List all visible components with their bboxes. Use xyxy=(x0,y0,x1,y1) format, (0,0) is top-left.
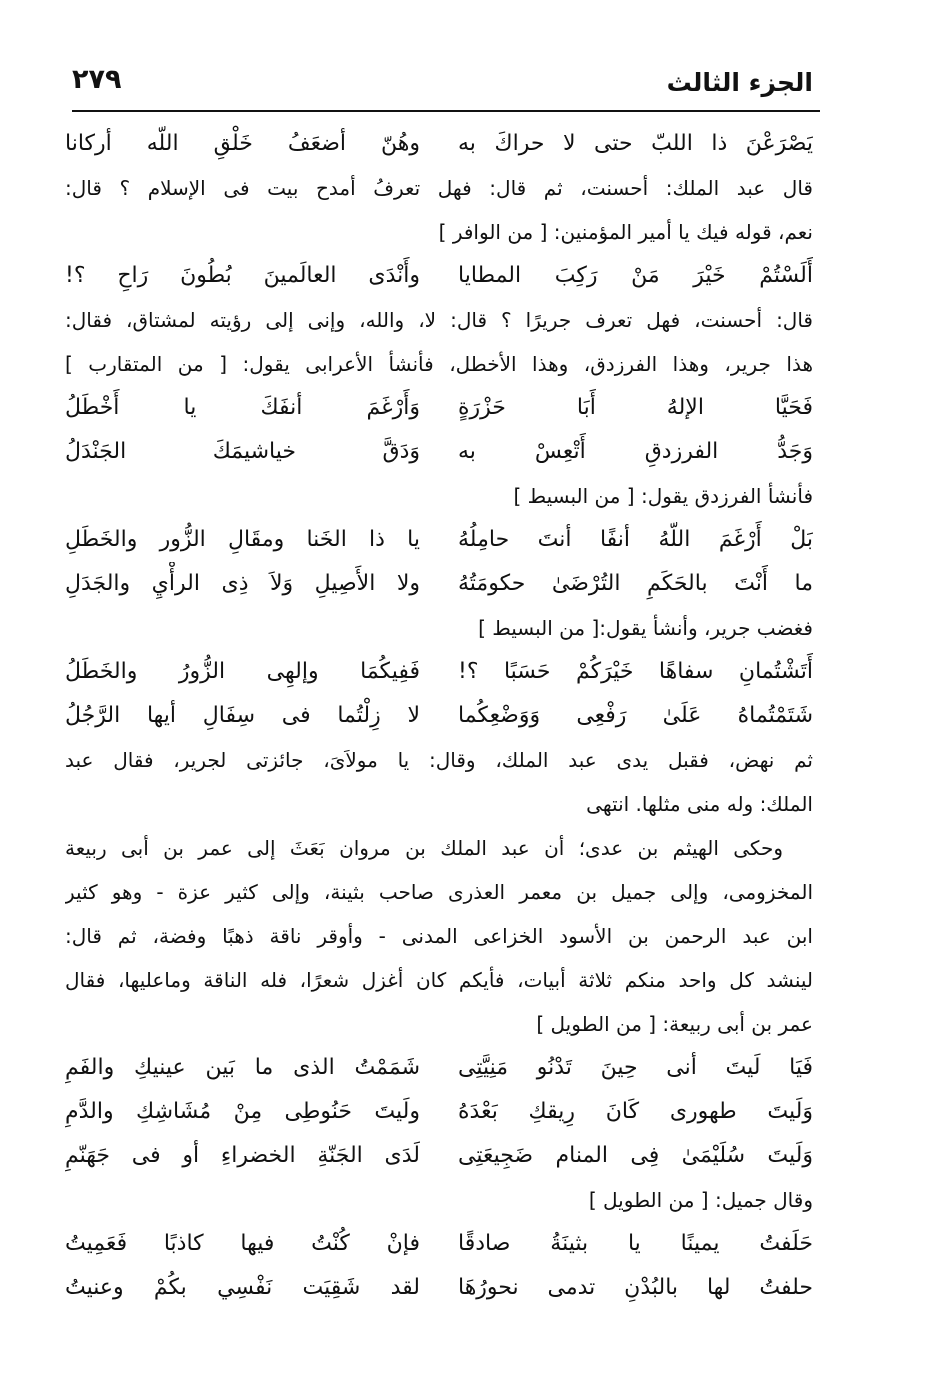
verse-line xyxy=(65,386,813,430)
verse-second-hemistich: ولا الأَصِيلِ وَلاَ ذِى الرأْيِ والجَدَلِ xyxy=(65,571,420,596)
verse-second-hemistich: وَأَرْغَمَ أنفَكَ يا أَخْطَلُ xyxy=(65,395,420,420)
prose-line: الملك: وله منى مثلها. انتهى xyxy=(586,792,813,816)
verse-line xyxy=(65,1222,813,1266)
verse-line xyxy=(65,518,813,562)
prose-line: وحكى الهيثم بن عدى؛ أن عبد الملك بن مروان بَعَثَ إلى عمر بن أبى ربيعة xyxy=(65,836,783,860)
verse-first-hemistich: يَصْرَعْنَ ذا اللبّ حتى لا حراكَ به xyxy=(458,131,813,156)
prose-line: ثم نهض، فقبل يدى عبد الملك، وقال: يا مولاَىَ، جائزتى لجرير، فقال عبد xyxy=(65,748,813,772)
page-body xyxy=(65,122,813,1310)
prose-line: لينشد كل واحد منكم ثلاثة أبيات، فأيكم كان أغزل شعرًا، فله الناقة وماعليها، فقال xyxy=(65,968,813,992)
verse-line xyxy=(65,122,813,166)
verse-second-hemistich: وهُنّ أضعَفُ خَلْقِ اللّه أركانا xyxy=(65,131,420,156)
prose-line: عمر بن أبى ربيعة: [ من الطويل ] xyxy=(536,1012,813,1036)
verse-line xyxy=(65,562,813,606)
verse-second-hemistich: فَفِيكُمَا وإلهِى الزُّورُ والخَطَلُ xyxy=(65,659,420,684)
verse-line xyxy=(65,1090,813,1134)
running-header-title: الجزء الثالث xyxy=(666,68,813,97)
verse-line xyxy=(65,694,813,738)
verse-second-hemistich: فإنْ كُنْتُ فيها كاذبًا فَعَمِيتُ xyxy=(65,1231,420,1256)
prose-line: فغضب جرير، وأنشأ يقول:[ من البسيط ] xyxy=(478,616,813,640)
verse-line xyxy=(65,254,813,298)
verse-line xyxy=(65,650,813,694)
verse-second-hemistich: وأَنْدَى العالَمينَ بُطُونَ رَاحِ ؟! xyxy=(65,263,420,288)
prose-line: نعم، قوله فيك يا أمير المؤمنين: [ من الوافر ] xyxy=(438,220,813,244)
verse-first-hemistich: حَلَفتُ يمينًا يا بثينَةُ صادقًا xyxy=(458,1231,813,1256)
verse-first-hemistich: ما أَنْتَ بالحَكَمِ التُرْضَىٰ حكومَتُهُ xyxy=(458,571,813,596)
verse-first-hemistich: شَتَمْتُماهُ عَلَىٰ رَفْعِى وَوَضْعِكُما xyxy=(458,703,813,728)
verse-first-hemistich: بَلْ أَرْغَمَ اللّهُ أنفًا أنتَ حامِلُهُ xyxy=(458,527,813,552)
verse-first-hemistich: أَلَسْتُمْ خَيْرَ مَنْ رَكِبَ المطايا xyxy=(458,263,813,288)
verse-first-hemistich: وَجَدُّ الفرزدقِ أَتْعِسْ به xyxy=(458,439,813,464)
prose-line: فأنشأ الفرزدق يقول: [ من البسيط ] xyxy=(513,484,813,508)
verse-first-hemistich: وَلَيتَ سُلَيْمَىٰ فِى المنام ضَجِيعَتِى xyxy=(458,1143,813,1168)
verse-second-hemistich: ولَيتَ حَنُوطِى مِنْ مُشَاشِكِ والدَّمِ xyxy=(65,1099,420,1124)
prose-line: ابن عبد الرحمن بن الأسود الخزاعى المدنى - وأوقر ناقة ذهبًا وفضة، ثم قال: xyxy=(65,924,813,948)
verse-second-hemistich: لا زِلْتُما فى سِفَالِ أيها الرَّجُلُ xyxy=(65,703,420,728)
verse-second-hemistich: وَدَقَّ خياشيمَكَ الجَنْدَلُ xyxy=(65,439,420,464)
prose-line: قال: أحسنت، فهل تعرف جريرًا ؟ قال: لا، والله، وإنى إلى رؤيته لمشتاق، فقال: xyxy=(65,308,813,332)
verse-first-hemistich: أَتَشْتُمانِ سفاهًا خَيْرَكُمْ حَسَبًا ؟! xyxy=(458,659,813,684)
prose-line: هذا جرير، وهذا الفرزدق، وهذا الأخطل، فأنشأ الأعرابى يقول: [ من المتقارب ] xyxy=(65,352,813,376)
verse-line xyxy=(65,1134,813,1178)
verse-second-hemistich: لَدَى الجَنّةِ الخضراءِ أو فى جَهَنّمِ xyxy=(65,1143,420,1168)
prose-line: قال عبد الملك: أحسنت، ثم قال: فهل تعرفُ أمدح بيت فى الإسلام ؟ قال: xyxy=(65,176,813,200)
page-number: ٢٧٩ xyxy=(72,64,122,95)
verse-first-hemistich: فَيَا لَيتَ أنى حِينَ تَدْنُو مَنِيَّتِى xyxy=(458,1055,813,1080)
verse-second-hemistich: شَمَمْتُ الذى ما بَين عينيكِ والفَمِ xyxy=(65,1055,420,1080)
header-rule xyxy=(72,110,820,112)
prose-line: وقال جميل: [ من الطويل ] xyxy=(588,1188,813,1212)
verse-first-hemistich: وَلَيتَ طهورى كَانَ رِيقكِ بَعْدَهُ xyxy=(458,1099,813,1124)
verse-first-hemistich: حلفتُ لها بالبُدْنِ تدمى نحورُهَا xyxy=(458,1275,813,1300)
verse-second-hemistich: لقد شَقِيَت نَفْسِي بكُمْ وعنيتُ xyxy=(65,1275,420,1300)
verse-line xyxy=(65,1046,813,1090)
verse-line xyxy=(65,1266,813,1310)
verse-second-hemistich: يا ذا الخَنا ومقَالِ الزُّور والخَطَلِ xyxy=(65,527,420,552)
prose-line: المخزومى، وإلى جميل بن معمر العذرى صاحب بثينة، وإلى كثير عزة - وهو كثير xyxy=(65,880,813,904)
verse-line xyxy=(65,430,813,474)
verse-first-hemistich: فَحَيَّا الإلهُ أَبَا حَزْرَةٍ xyxy=(458,395,813,420)
